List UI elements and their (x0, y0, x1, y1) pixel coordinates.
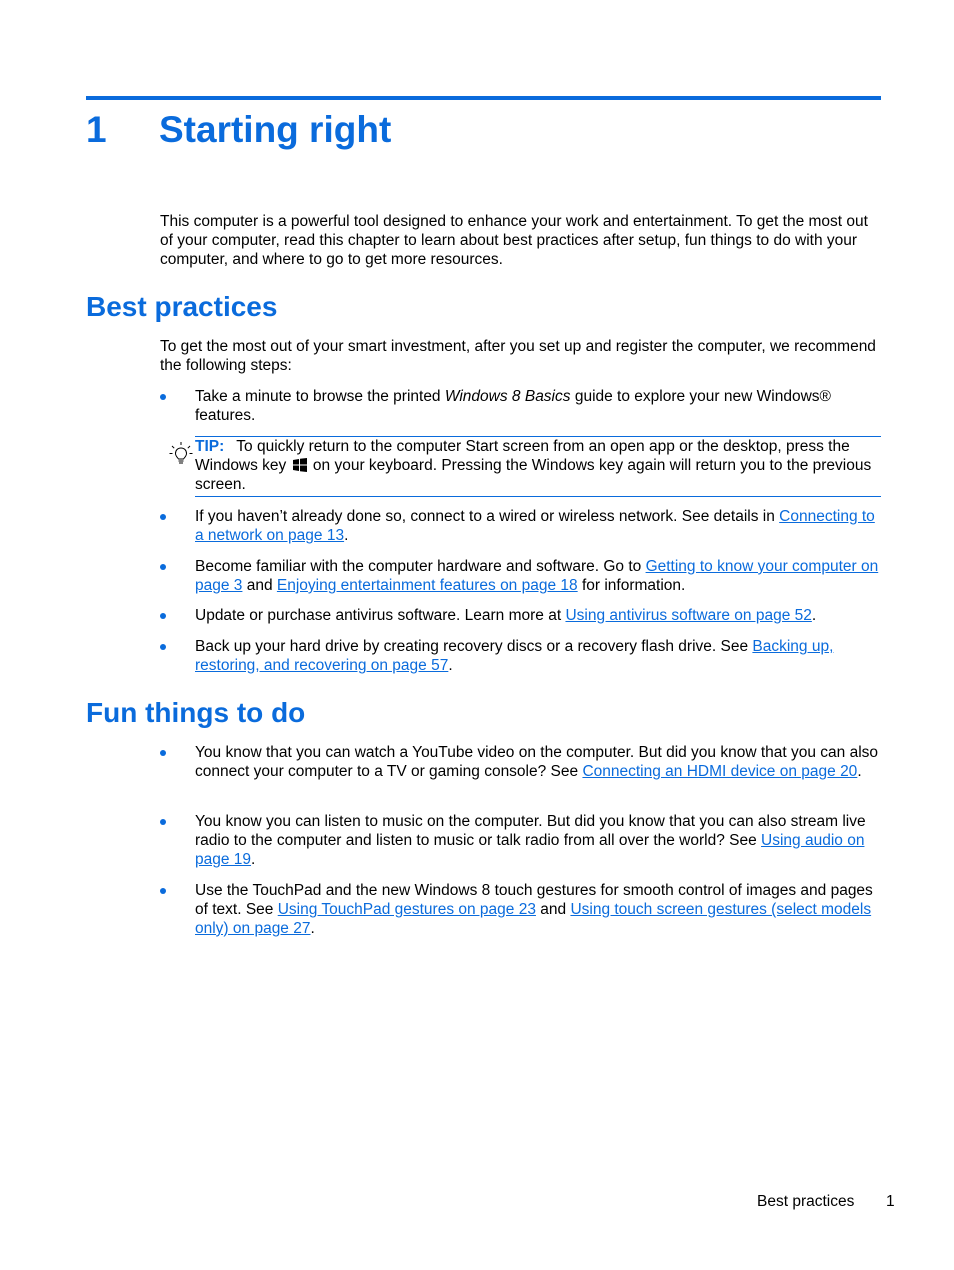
text-span: and (535, 901, 571, 918)
bullet-icon (160, 514, 166, 520)
chapter-title-text: Starting right (159, 109, 392, 150)
list-item-text (195, 881, 884, 938)
chapter-intro: This computer is a powerful tool designed to enhance your work and entertainment. To get the most out of your computer, read this chapter to learn about best practices after setup, fun things to do with your computer, and where to go to get more resources. (160, 213, 868, 268)
text-span: Become familiar with the computer hardware and software. Go to (195, 558, 646, 575)
footer-section-title: Best practices (757, 1193, 855, 1210)
list-item (160, 637, 884, 675)
list-item (160, 387, 884, 425)
list-item-text (195, 812, 884, 869)
tip-label: TIP: (195, 438, 225, 455)
entertainment-features-link[interactable]: Enjoying entertainment features on page 18 (276, 577, 578, 594)
text-span: for information. (577, 577, 686, 594)
list-item-text (195, 387, 884, 425)
touch-screen-gestures-link[interactable]: Using touch screen gestures (select models only) on page 27 (195, 901, 872, 937)
chapter-number: 1 (86, 109, 107, 150)
guide-title: Windows 8 Basics (444, 388, 571, 405)
list-item-text (195, 507, 884, 545)
text-span: Take a minute to browse the printed (195, 388, 445, 405)
tip-text (195, 437, 881, 494)
list-item (160, 743, 884, 781)
text-span: on your keyboard. Pressing the Windows key again will return you to the previous screen. (195, 457, 872, 493)
text-span: guide to explore your new Windows® features. (195, 388, 831, 424)
tip-rule-bottom (195, 496, 881, 497)
best-practices-intro: To get the most out of your smart investment, after you set up and register the computer, we recommend the following steps: (160, 338, 876, 374)
antivirus-software-link[interactable]: Using antivirus software on page 52 (565, 607, 812, 624)
bullet-icon (160, 613, 166, 619)
chapter-top-rule (86, 96, 881, 100)
page-number: 1 (886, 1193, 895, 1210)
bullet-icon (160, 819, 166, 825)
list-item (160, 606, 884, 625)
text-span: and (242, 577, 277, 594)
text-span: If you haven’t already done so, connect to a wired or wireless network. See details in (195, 508, 780, 525)
touchpad-gestures-link[interactable]: Using TouchPad gestures on page 23 (277, 901, 536, 918)
list-item (160, 507, 884, 545)
list-item-text (195, 606, 884, 625)
text-span: Update or purchase antivirus software. Learn more at (195, 607, 566, 624)
list-item-text (195, 637, 884, 675)
list-item (160, 557, 884, 595)
backing-up-link[interactable]: Backing up, restoring, and recovering on page 57 (195, 638, 834, 674)
fun-things-heading: Fun things to do (86, 697, 306, 728)
tip-box (168, 436, 881, 497)
text-span: You know you can listen to music on the computer. But did you know that you can also stream live radio to the computer and listen to music or talk radio from all over the world? See (195, 813, 866, 849)
list-item-text (195, 743, 884, 781)
list-item (160, 812, 884, 869)
list-item-text (195, 557, 884, 595)
text-span: Back up your hard drive by creating recovery discs or a recovery flash drive. See (195, 638, 753, 655)
connecting-network-link[interactable]: Connecting to a network on page 13 (195, 508, 875, 544)
text-span: You know that you can watch a YouTube video on the computer. But did you know that you can also connect your computer to a TV or gaming console? See (195, 744, 879, 780)
text-span: . (811, 607, 817, 624)
text-span: . (448, 657, 453, 674)
windows-key-icon (293, 458, 307, 472)
text-span: . (857, 763, 862, 780)
text-span: . (344, 527, 349, 544)
text-span: To quickly return to the computer Start screen from an open app or the desktop, press the Windows key (195, 438, 850, 474)
lightbulb-icon (168, 441, 194, 467)
bullet-icon (160, 564, 166, 570)
bullet-icon (160, 750, 166, 756)
text-span: . (310, 920, 315, 937)
text-span: Use the TouchPad and the new Windows 8 touch gestures for smooth control of images and pages of text. See (195, 882, 873, 918)
hdmi-device-link[interactable]: Connecting an HDMI device on page 20 (582, 763, 858, 780)
chapter-title (86, 107, 391, 153)
bullet-icon (160, 888, 166, 894)
getting-to-know-link[interactable]: Getting to know your computer on page 3 (195, 558, 879, 594)
using-audio-link[interactable]: Using audio on page 19 (195, 832, 865, 868)
text-span: . (251, 851, 256, 868)
list-item (160, 881, 884, 938)
best-practices-heading: Best practices (86, 291, 278, 322)
bullet-icon (160, 394, 166, 400)
bullet-icon (160, 644, 166, 650)
